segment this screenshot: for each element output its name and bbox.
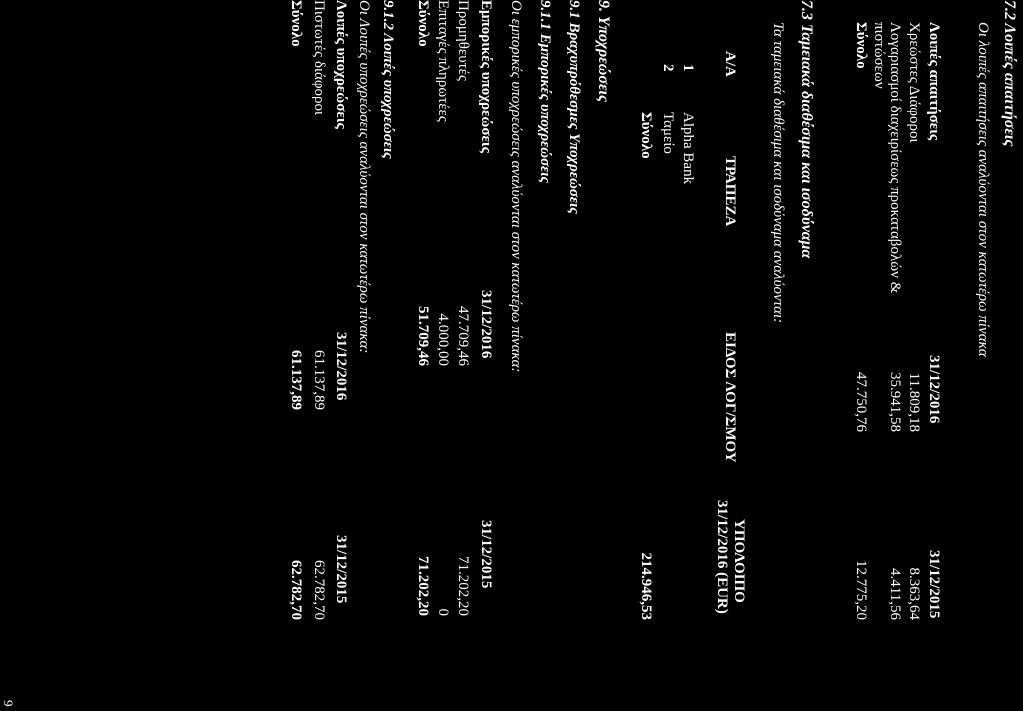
- table-row-bank: Alpha Bank: [680, 112, 696, 185]
- section-7-2-intro: Οι λοιπές απαιτήσεις αναλύονται στον κατωτέρω πίνακα: [975, 22, 991, 357]
- table-row-value-2015: 62.782,70: [311, 560, 327, 620]
- section-9-heading: 9. Υποχρεώσεις: [595, 0, 612, 103]
- section-7-3-intro: Τα ταμειακά διαθέσιμα και ισοδύναμα αναλύονται:: [770, 22, 786, 324]
- table-total-2016: 61.137,89: [288, 350, 304, 410]
- table-row-value-2015: 8.363,64: [906, 567, 922, 620]
- table-total-2015: 12.775,20: [853, 560, 869, 620]
- table-header-balance-date: 31/12/2016 (EUR): [714, 500, 730, 614]
- table-total-2015: 62.782,70: [288, 560, 304, 620]
- table-total-2015: 71.202,20: [415, 556, 431, 616]
- table-header-2015: 31/12/2015: [333, 535, 349, 604]
- table-row-number: 2: [660, 64, 676, 72]
- table-header-label: Λοιπές απαιτήσεις: [926, 22, 942, 141]
- table-header-aa: Α/Α: [722, 51, 738, 77]
- table-total-label: Σύνολο: [415, 0, 431, 47]
- table-row-value-2016: 47.709,46: [455, 306, 471, 366]
- table-row-label: Λογαριασμοί διαχειρίσεως προκαταβολών &: [887, 22, 903, 294]
- table-header-account-type: ΕΙΔΟΣ ΛΟΓ/ΣΜΟΥ: [722, 332, 738, 463]
- table-header-balance: ΥΠΟΛΟΙΠΟ: [731, 519, 747, 603]
- table-row-label-continuation: πιστώσεων: [871, 22, 887, 89]
- table-row-label: Προμηθευτές: [455, 0, 471, 81]
- table-row-bank: Ταμείο: [660, 112, 676, 154]
- table-total-2016: 47.750,76: [853, 372, 869, 432]
- table-row-value-2016: 61.137,89: [311, 350, 327, 410]
- table-total-label: Σύνολο: [638, 112, 654, 159]
- page-number: 9: [1, 700, 16, 707]
- section-9-1-1-heading: 9.1.1 Εμπορικές υποχρεώσεις: [537, 0, 553, 184]
- section-9-1-2-heading: 9.1.2 Λοιπές υποχρεώσεις: [380, 0, 396, 159]
- section-7-3-heading: 7.3 Ταμειακά διαθέσιμα και ισοδύναμα: [798, 0, 815, 259]
- table-header-2016: 31/12/2016: [333, 332, 349, 401]
- table-row-value-2016: 4.000,00: [435, 313, 451, 366]
- table-header-label: Εμπορικές υποχρεώσεις: [478, 0, 494, 153]
- table-total-label: Σύνολο: [288, 0, 304, 47]
- table-total-label: Σύνολο: [853, 22, 869, 69]
- table-header-2015: 31/12/2015: [926, 550, 942, 619]
- table-total-2016: 51.709,46: [415, 306, 431, 366]
- table-row-value-2015: 4.411,56: [887, 568, 903, 620]
- table-row-label: Πιστωτές διάφοροι: [311, 0, 327, 116]
- table-header-2016: 31/12/2016: [926, 355, 942, 424]
- section-7-2-heading: 7.2 Λοιπές απαιτήσεις: [1001, 0, 1018, 147]
- section-9-1-heading: 9.1 Βραχυπρόθεσμες Υποχρεώσεις: [566, 0, 582, 214]
- table-header-2015: 31/12/2015: [478, 520, 494, 589]
- table-row-label: Επιταγές πληρωτέες: [435, 0, 451, 122]
- section-9-1-2-intro: Οι Λοιπές υποχρεώσεις αναλύονται στον κατωτέρω πίνακα:: [356, 0, 372, 354]
- table-row-value-2016: 11.809,18: [906, 372, 922, 432]
- table-row-value-2015: 71.202,20: [455, 556, 471, 616]
- table-row-value-2015: 0: [435, 608, 451, 616]
- table-header-label: Λοιπές υποχρεώσεις: [333, 0, 349, 129]
- table-total-balance: 214.946,53: [638, 552, 654, 620]
- table-row-value-2016: 35.941,58: [887, 372, 903, 432]
- table-header-2016: 31/12/2016: [478, 290, 494, 359]
- table-header-bank: ΤΡΑΠΕΖΑ: [722, 156, 738, 227]
- table-row-number: 1: [680, 64, 696, 72]
- section-9-1-1-intro: Οι εμπορικές υποχρεώσεις αναλύονται στον κατωτέρω πίνακα:: [508, 0, 524, 373]
- table-row-label: Χρεώστες Διάφοροι: [906, 22, 922, 143]
